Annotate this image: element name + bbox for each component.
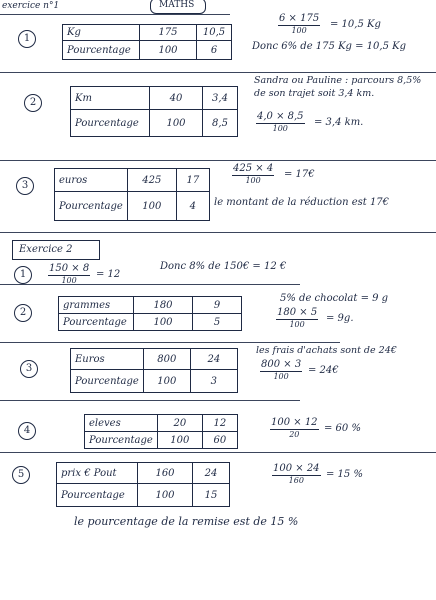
item-number: 2 — [14, 304, 32, 322]
item-number: 1 — [14, 266, 32, 284]
answer-note: 5% de chocolat = 9 g — [280, 293, 389, 304]
fraction-denominator: 20 — [289, 429, 300, 439]
table-cell: Pourcentage — [55, 192, 128, 221]
proportion-table — [70, 348, 238, 393]
fraction — [278, 14, 320, 35]
divider — [0, 342, 340, 343]
fraction-denominator: 100 — [272, 123, 288, 133]
item-number: 3 — [20, 360, 38, 378]
table-cell: Euros — [71, 349, 144, 370]
table-cell: 60 — [202, 432, 237, 449]
divider — [0, 452, 436, 453]
proportion-table — [56, 462, 230, 507]
item-number: 2 — [24, 94, 42, 112]
exercise1-title: exercice n°1 — [2, 1, 60, 11]
table-cell: Pourcentage — [71, 370, 144, 393]
item-number: 1 — [18, 30, 36, 48]
divider — [0, 14, 230, 15]
answer-note: Donc 8% de 150€ = 12 € — [160, 261, 287, 272]
table-cell: 8,5 — [203, 110, 238, 137]
table-cell: 180 — [134, 297, 193, 314]
fraction — [270, 418, 319, 439]
table-cell: eleves — [85, 415, 158, 432]
table-cell: grammes — [59, 297, 134, 314]
fraction-denominator: 160 — [288, 475, 304, 485]
fraction — [276, 308, 318, 329]
fraction — [48, 264, 90, 285]
proportion-table — [84, 414, 238, 449]
proportion-table — [58, 296, 242, 331]
table-cell: 17 — [176, 169, 209, 192]
table-cell: 5 — [193, 314, 242, 331]
proportion-table — [62, 24, 232, 60]
table-cell: 12 — [202, 415, 237, 432]
table-cell: Pourcentage — [85, 432, 158, 449]
calc-result: = 10,5 Kg — [330, 19, 381, 30]
fraction-numerator: 150 × 8 — [49, 263, 90, 274]
item-number: 5 — [12, 466, 30, 484]
table-cell: Pourcentage — [59, 314, 134, 331]
fraction-denominator: 100 — [273, 371, 289, 381]
table-cell: 100 — [157, 432, 202, 449]
calc-result: = 60 % — [324, 423, 361, 434]
table-cell: prix € Pout — [57, 463, 138, 484]
table-cell: 160 — [138, 463, 193, 484]
table-cell: 15 — [193, 484, 230, 507]
exercise2-title: Exercice 2 — [19, 244, 73, 255]
calc-result: = 9g. — [326, 313, 354, 324]
table-cell: 100 — [127, 192, 176, 221]
table-cell: euros — [55, 169, 128, 192]
item-number: 4 — [18, 422, 36, 440]
table-cell: 20 — [157, 415, 202, 432]
answer-note: Sandra ou Pauline : parcours 8,5% — [254, 75, 422, 86]
calc-result: = 12 — [96, 269, 121, 280]
table-cell: 40 — [150, 87, 203, 110]
fraction-numerator: 425 × 4 — [233, 163, 274, 174]
subject-label: MATHS — [159, 0, 195, 10]
fraction-denominator: 100 — [245, 175, 261, 185]
answer-note: de son trajet soit 3,4 km. — [254, 88, 375, 99]
divider — [0, 72, 436, 73]
table-cell: Km — [71, 87, 150, 110]
table-cell: 24 — [190, 349, 237, 370]
table-cell: 9 — [193, 297, 242, 314]
calc-result: = 24€ — [308, 365, 339, 376]
fraction-numerator: 800 × 3 — [261, 359, 302, 370]
fraction-denominator: 100 — [289, 319, 305, 329]
divider — [0, 160, 436, 161]
table-cell: 175 — [140, 25, 197, 41]
proportion-table — [70, 86, 238, 137]
fraction-numerator: 100 × 24 — [273, 463, 320, 474]
table-cell: 425 — [127, 169, 176, 192]
fraction-numerator: 4,0 × 8,5 — [257, 111, 304, 122]
table-cell: 100 — [140, 41, 197, 60]
calc-result: = 15 % — [326, 469, 363, 480]
table-cell: 3,4 — [203, 87, 238, 110]
exercise2-title-box — [12, 240, 100, 260]
table-cell: 100 — [138, 484, 193, 507]
divider — [0, 284, 300, 285]
fraction — [272, 464, 321, 485]
fraction-numerator: 100 × 12 — [271, 417, 318, 428]
table-cell: 100 — [134, 314, 193, 331]
table-cell: 3 — [190, 370, 237, 393]
answer-note: le montant de la réduction est 17€ — [214, 197, 390, 208]
calc-result: = 3,4 km. — [314, 117, 364, 128]
fraction-denominator: 100 — [291, 25, 307, 35]
answer-note: le pourcentage de la remise est de 15 % — [74, 515, 299, 528]
fraction-numerator: 6 × 175 — [279, 13, 320, 24]
table-cell: 800 — [143, 349, 190, 370]
fraction-denominator: 100 — [61, 275, 77, 285]
item-number: 3 — [16, 177, 34, 195]
fraction-numerator: 180 × 5 — [277, 307, 318, 318]
answer-note: les frais d'achats sont de 24€ — [256, 345, 397, 356]
answer-note: Donc 6% de 175 Kg = 10,5 Kg — [252, 41, 406, 52]
table-cell: 6 — [197, 41, 232, 60]
calc-result: = 17€ — [284, 169, 315, 180]
table-cell: 10,5 — [197, 25, 232, 41]
fraction — [256, 112, 305, 133]
table-cell: Pourcentage — [71, 110, 150, 137]
divider — [0, 232, 436, 233]
table-cell: 100 — [150, 110, 203, 137]
proportion-table — [54, 168, 210, 221]
table-cell: 100 — [143, 370, 190, 393]
fraction — [260, 360, 302, 381]
table-cell: Pourcentage — [63, 41, 140, 60]
fraction — [232, 164, 274, 185]
subject-box — [150, 0, 206, 14]
table-cell: 4 — [176, 192, 209, 221]
divider — [0, 400, 300, 401]
table-cell: Pourcentage — [57, 484, 138, 507]
table-cell: Kg — [63, 25, 140, 41]
table-cell: 24 — [193, 463, 230, 484]
